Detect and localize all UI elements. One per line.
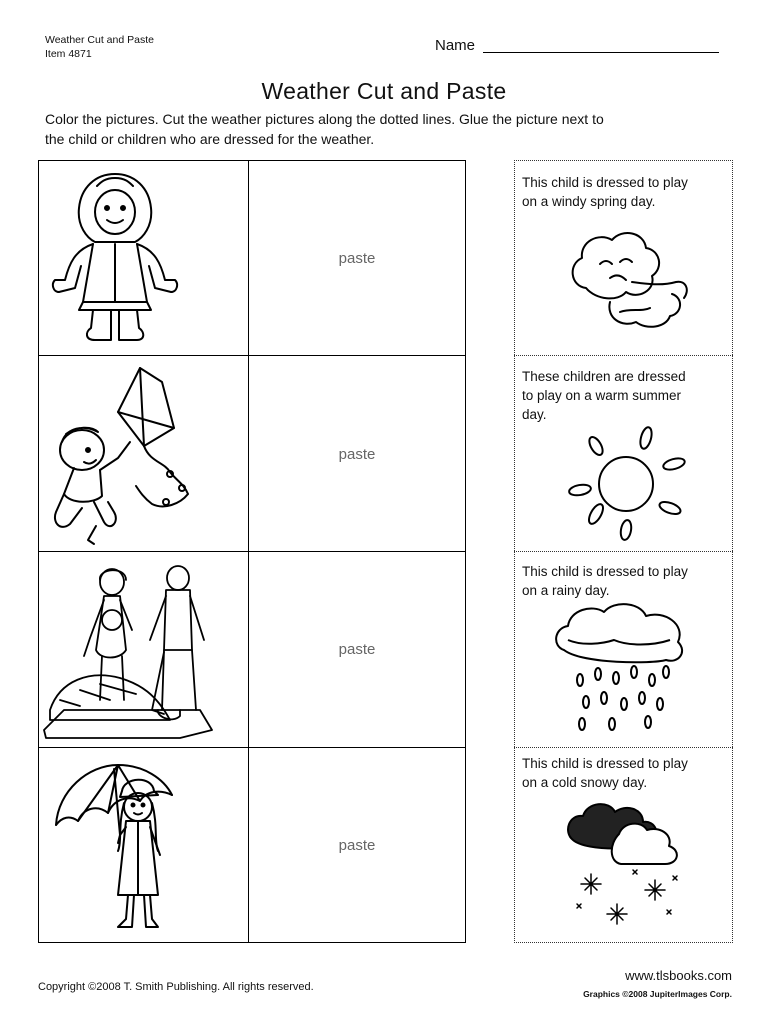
cut-line[interactable] [514,942,733,943]
cutout-caption-windy: This child is dressed to play on a windy spring day. [522,175,688,209]
cutout-caption-summer: These children are dressed to play on a warm summer day. [522,369,686,422]
cut-line[interactable] [514,747,733,748]
cut-line[interactable] [514,551,733,552]
child-in-parka-icon [45,168,185,348]
instructions-line-2: the child or children who are dressed for the weather. [45,131,375,147]
rain-cloud-icon [552,600,692,735]
grid-row-line [38,551,466,552]
grid-row-line [38,747,466,748]
item-number: Item 4871 [45,48,92,60]
paste-label: paste [338,250,376,267]
wind-cloud-icon [566,228,696,333]
paste-label: paste [338,837,376,854]
paste-label: paste [338,641,376,658]
instructions-line-1: Color the pictures. Cut the weather pictures along the dotted lines. Glue the picture next to [45,111,604,127]
cut-line[interactable] [514,355,733,356]
cutout-caption-rainy: This child is dressed to play on a rainy day. [522,564,688,598]
paste-label: paste [338,446,376,463]
graphics-credit: Graphics ©2008 JupiterImages Corp. [583,989,732,999]
cut-line[interactable] [514,160,733,161]
grid-row-line [38,355,466,356]
copyright-notice: Copyright ©2008 T. Smith Publishing. All rights reserved. [38,981,314,993]
snow-cloud-icon [563,800,693,935]
sun-icon [566,420,692,542]
boy-with-kite-icon [44,362,204,547]
website-link[interactable]: www.tlsbooks.com [625,968,732,983]
children-at-beach-icon [40,560,215,745]
name-label: Name [435,37,476,54]
name-line[interactable] [483,52,719,53]
page-title: Weather Cut and Paste [261,78,507,104]
cutout-caption-snowy: This child is dressed to play on a cold snowy day. [522,756,688,790]
girl-with-umbrella-icon [48,755,188,935]
worksheet-name: Weather Cut and Paste [45,34,154,46]
